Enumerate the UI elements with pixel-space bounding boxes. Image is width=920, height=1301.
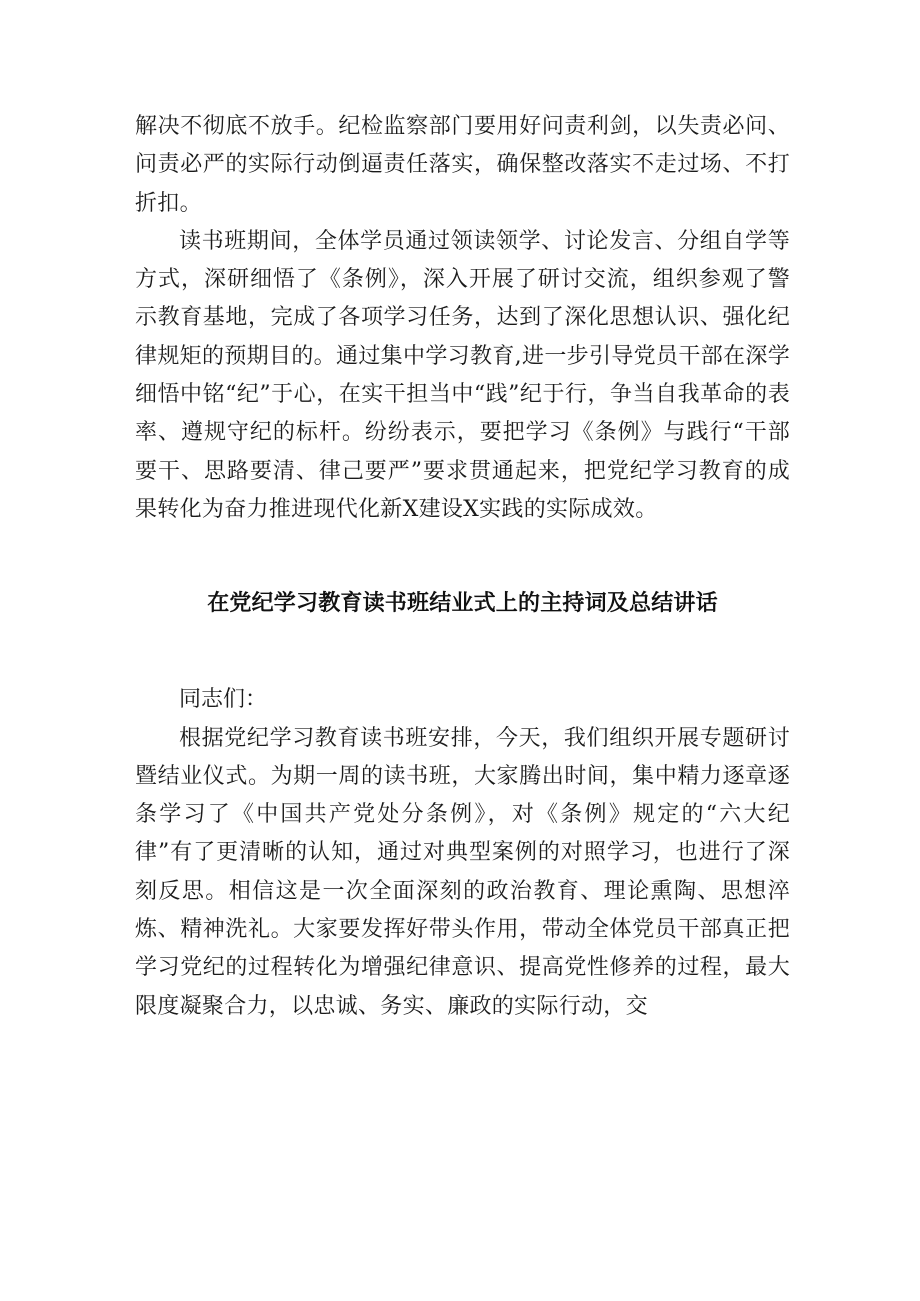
paragraph-speech-body: 根据党纪学习教育读书班安排，今天，我们组织开展专题研讨暨结业仪式。为期一周的读书班，大家腾出时间，集中精力逐章逐条学习了《中国共产党处分条例》，对《条例》规定的“六大纪律”有了更清晰的认知，通过对典型案例的对照学习，也进行了深刻反思。相信这是一次全面深刻的政治教育、理论熏陶、思想淬炼、精神洗礼。大家要发挥好带头作用，带动全体党员干部真正把学习党纪的过程转化为增强纪律意识、提高党性修养的过程，最大限度凝聚合力，以忠诚、务实、廉政的实际行动，交 [135, 725, 790, 1019]
section-title: 在党纪学习教育读书班结业式上的主持词及总结讲话 [207, 591, 718, 617]
document-page [135, 108, 790, 1026]
paragraph-continued: 解决不彻底不放手。纪检监察部门要用好问责利剑，以失责必问、问责必严的实际行动倒逼责任落实，确保整改落实不走过场、不打折扣。 [135, 114, 790, 216]
paragraph-reading-class: 读书班期间，全体学员通过领读领学、讨论发言、分组自学等方式，深研细悟了《条例》，深入开展了研讨交流，组织参观了警示教育基地，完成了各项学习任务，达到了深化思想认识、强化纪律规矩的预期目的。通过集中学习教育,进一步引导党员干部在深学细悟中铭“纪”于心，在实干担当中“践”纪于行，争当自我革命的表率、遵规守纪的标杆。纷纷表示，要把学习《条例》与践行“干部要干、思路要清、律己要严”要求贯通起来，把党纪学习教育的成果转化为奋力推进现代化新X建设X实践的实际成效。 [135, 228, 790, 522]
salutation: 同志们： [179, 687, 268, 713]
